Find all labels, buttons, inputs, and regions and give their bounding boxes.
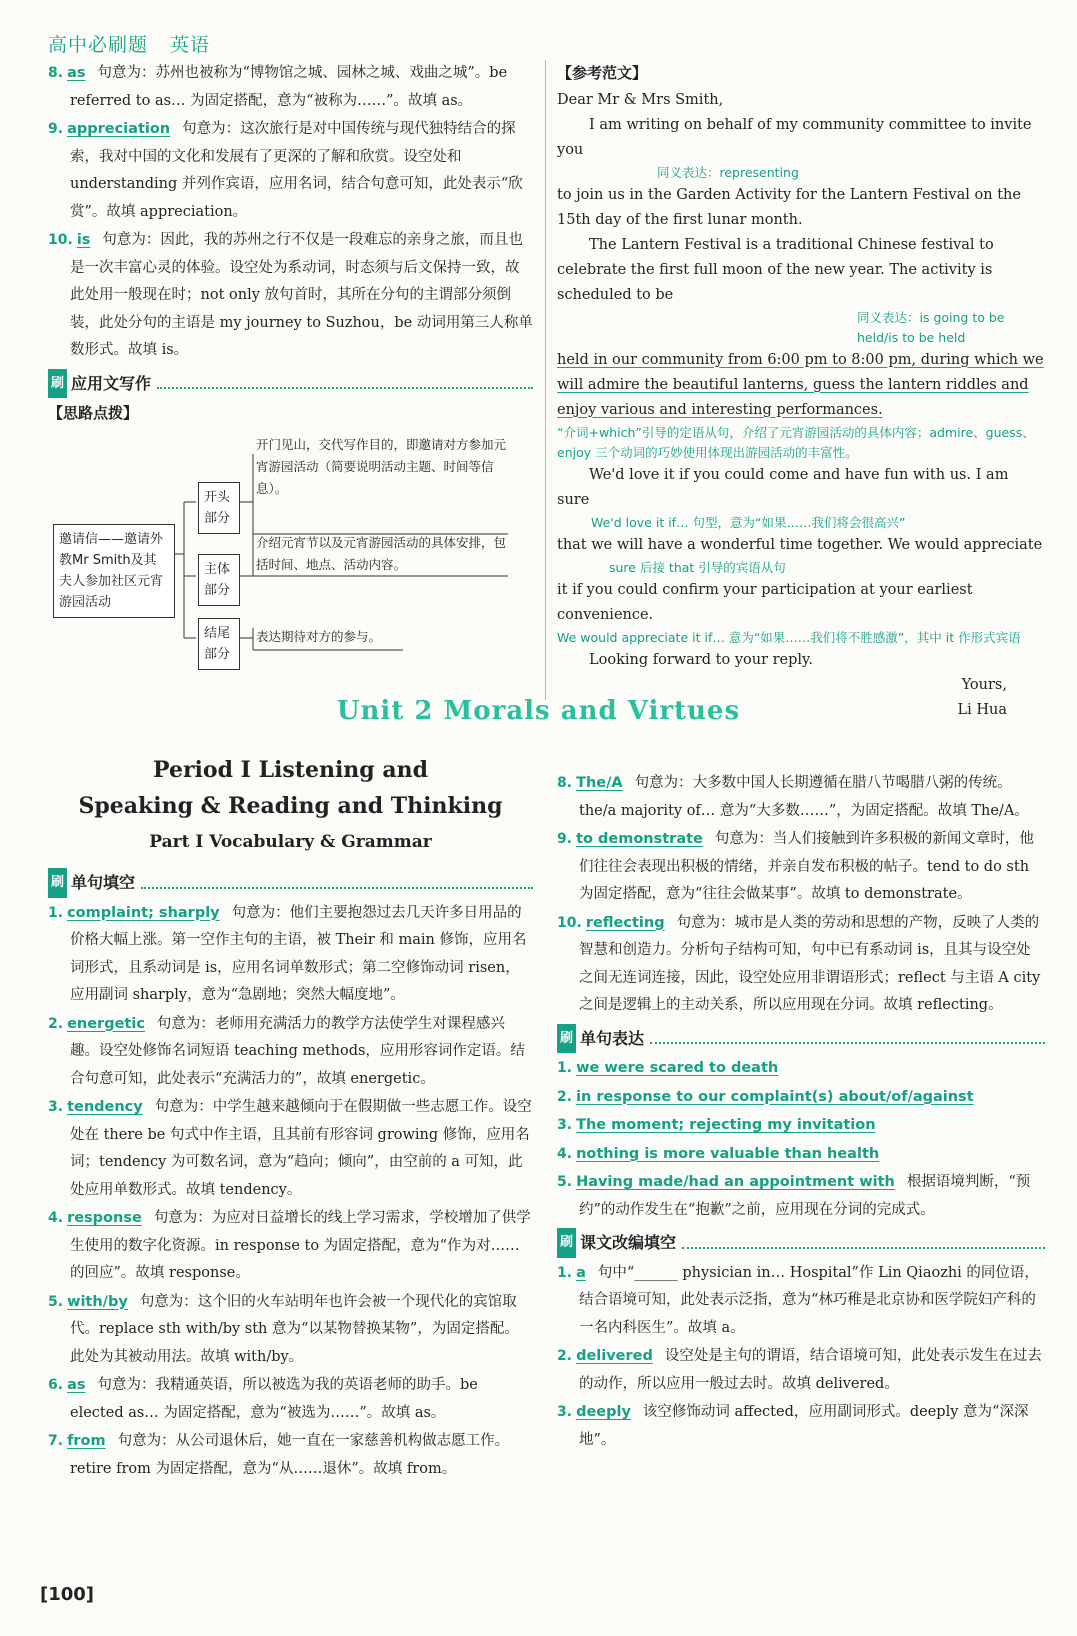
essay-paragraph: to join us in the Garden Activity for the Lantern Festival on the 15th day of the first lunar month.	[557, 186, 1021, 228]
mind-map-note: 介绍元宵节以及元宵游园活动的具体安排，包括时间、地点、活动内容。	[256, 535, 507, 572]
right-bottom-column	[557, 770, 1045, 1455]
mind-map-branch: 主体部分	[198, 554, 240, 606]
essay-heading: 【参考范文】	[557, 64, 648, 82]
essay-salutation: Dear Mr & Mrs Smith,	[557, 91, 724, 108]
list-item: 6. as 句意为：我精通英语，所以被选为我的英语老师的助手。be elected as… 为固定搭配，意为“被选为……”。故填 as。	[48, 1377, 478, 1421]
list-item: 4. response 句意为：为应对日益增长的线上学习需求，学校增加了供学生使用的数字化资源。in response to 为固定搭配，意为“作为对……的回应”。故填 response。	[48, 1210, 531, 1281]
section-heading-express: 刷 单句表达	[557, 1024, 1045, 1054]
subject-title: 英语	[170, 34, 211, 56]
mind-map	[48, 437, 528, 692]
list-item: 1. complaint; sharply 句意为：他们主要抱怨过去几天许多日用品的价格大幅上涨。第一空作主句的主语，被 Their 和 main 修饰，应用名词形式，且系动词是 is，应用名词单数形式；第二空修饰动词 risen，应用副词 sharply，意为“急剧地；突然大幅度地”。	[48, 904, 527, 1003]
column-divider	[545, 60, 546, 700]
left-bottom-column	[48, 864, 533, 1484]
mind-map-note: 开门见山，交代写作目的，即邀请对方参加元宵游园活动（简要说明活动主题、时间等信息）。	[256, 437, 507, 496]
essay-paragraph: held in our community from 6:00 pm to 8:00 pm, during which we will admire the beautiful lanterns, guess the lantern riddles and enjoy various and interesting performances.	[557, 351, 1044, 418]
part-title: Part I Vocabulary & Grammar	[149, 832, 432, 852]
essay-paragraph: that we will have a wonderful time together. We would appreciate	[557, 536, 1043, 553]
essay-paragraph: I am writing on behalf of my community committee to invite you	[557, 116, 1032, 158]
essay-note: “介词+which”引导的定语从句，介绍了元宵游园活动的具体内容；admire、guess、enjoy 三个动词的巧妙使用体现出游园活动的丰富性。	[557, 424, 1035, 460]
model-essay	[557, 60, 1045, 723]
list-item: 8. The/A 句意为：大多数中国人长期遵循在腊八节喝腊八粥的传统。the/a majority of… 意为“大多数……”，为固定搭配。故填 The/A。	[557, 775, 1029, 819]
list-item: 9. to demonstrate 句意为：当人们接触到许多积极的新闻文章时，他们往往会表现出积极的情绪，并亲自发布积极的帖子。tend to do sth 为固定搭配，意为“往往会做某事”。故填 to demonstrate。	[557, 831, 1034, 902]
page-number: [100]	[40, 1584, 95, 1605]
book-title: 高中必刷题	[48, 34, 149, 56]
essay-signature: Li Hua	[957, 701, 1007, 718]
list-item: 9. appreciation 句意为：这次旅行是对中国传统与现代独特结合的探索，我对中国的文化和发展有了更深的了解和欣赏。设空处和 understanding 并列作宾语，应用名词，结合句意可知，此处表示“欣赏”。故填 appreciation。	[48, 121, 523, 220]
essay-note: 同义表达：is going to be held/is to be held	[857, 309, 1005, 345]
essay-paragraph: Looking forward to your reply.	[589, 651, 813, 668]
list-item: 3. The moment; rejecting my invitation	[557, 1117, 876, 1133]
essay-closing: Yours,	[961, 676, 1007, 693]
list-item: 2. delivered 设空处是主句的谓语，结合语境可知，此处表示发生在过去的动作，所以应用一般过去时。故填 delivered。	[557, 1348, 1042, 1392]
page-header	[48, 30, 232, 57]
essay-note: 同义表达：representing	[657, 164, 799, 180]
list-item: 7. from 句意为：从公司退休后，她一直在一家慈善机构做志愿工作。retire from 为固定搭配，意为“从……退休”。故填 from。	[48, 1433, 510, 1477]
list-item: 3. deeply 该空修饰动词 affected，应用副词形式。deeply 意为“深深地”。	[557, 1404, 1029, 1448]
essay-paragraph: it if you could confirm your participation at your earliest convenience.	[557, 581, 973, 623]
mind-map-note: 表达期待对方的参与。	[256, 629, 382, 644]
left-top-column	[48, 60, 533, 428]
essay-note: We would appreciate it if… 意为“如果……我们将不胜感激”，其中 it 作形式宾语	[557, 629, 1021, 645]
list-item: 1. a 句中“______ physician in… Hospital”作 Lin Qiaozhi 的同位语，结合语境可知，此处表示泛指，意为“林巧稚是北京协和医学院妇产科的一名内科医生”。故填 a。	[557, 1264, 1039, 1336]
period-title: Period I Listening and Speaking & Reading and Thinking	[78, 757, 503, 819]
list-item: 8. as 句意为：苏州也被称为“博物馆之城、园林之城、戏曲之城”。be referred to as… 为固定搭配，意为“被称为……”。故填 as。	[48, 65, 508, 109]
essay-note: sure 后接 that 引导的宾语从句	[609, 559, 786, 575]
list-item: 4. nothing is more valuable than health	[557, 1145, 880, 1162]
mind-map-root: 邀请信——邀请外教Mr Smith及其夫人参加社区元宵游园活动	[53, 524, 175, 618]
section-heading-rewrite: 刷 课文改编填空	[557, 1228, 1045, 1258]
list-item: 2. in response to our complaint(s) about/of/against	[557, 1088, 974, 1105]
list-item: 10. reflecting 句意为：城市是人类的劳动和思想的产物，反映了人类的智慧和创造力。分析句子结构可知，句中已有系动词 is，且其与设空处之间无连词连接，因此，设空处应用非谓语形式；reflect 与主语 A city 之间是逻辑上的主动关系，所以应用现在分词。故填 reflecting。	[557, 914, 1041, 1013]
list-item: 1. we were scared to death	[557, 1060, 779, 1076]
essay-note: We'd love it if… 句型，意为“如果……我们将会很高兴”	[591, 514, 906, 530]
list-item: 5. Having made/had an appointment with 根据语境判断，“预约”的动作发生在“抱歉”之前，应用现在分词的完成式。	[557, 1174, 1031, 1218]
section-subtitle: 【思路点拨】	[48, 404, 139, 422]
unit-title: Unit 2 Morals and Virtues	[336, 696, 741, 726]
mind-map-branch: 开头部分	[198, 482, 240, 534]
mind-map-branch: 结尾部分	[198, 618, 240, 670]
list-item: 3. tendency 句意为：中学生越来越倾向于在假期做一些志愿工作。设空处在 there be 句式中作主语，且其前有形容词 growing 修饰，应用名词；tendency 为可数名词，意为“趋向；倾向”，由空前的 a 可知，此处应用单数形式。故填 tendency。	[48, 1099, 532, 1198]
essay-paragraph: We'd love it if you could come and have fun with us. I am sure	[557, 466, 1009, 508]
list-item: 10. is 句意为：因此，我的苏州之行不仅是一段难忘的亲身之旅，而且也是一次丰富心灵的体验。设空处为系动词，时态须与后文保持一致，故此处用一般现在时；not only 放句首时，其所在分句的主谓部分须倒装，此处分句的主语是 my journey to Suzhou，be 动词用第三人称单数形式。故填 is。	[48, 232, 533, 358]
essay-paragraph: The Lantern Festival is a traditional Chinese festival to celebrate the first full moon of the new year. The activity is scheduled to be	[557, 236, 994, 303]
list-item: 5. with/by 句意为：这个旧的火车站明年也许会被一个现代化的宾馆取代。replace sth with/by sth 意为“以某物替换某物”，为固定搭配。此处为其被动用法。故填 with/by。	[48, 1293, 519, 1365]
section-heading-fill: 刷 单句填空	[48, 868, 533, 898]
list-item: 2. energetic 句意为：老师用充满活力的教学方法使学生对课程感兴趣。设空处修饰名词短语 teaching methods，应用形容词作定语。结合句意可知，此处表示“充满活力的”，故填 energetic。	[48, 1015, 525, 1087]
section-heading-writing: 刷 应用文写作	[48, 369, 533, 399]
